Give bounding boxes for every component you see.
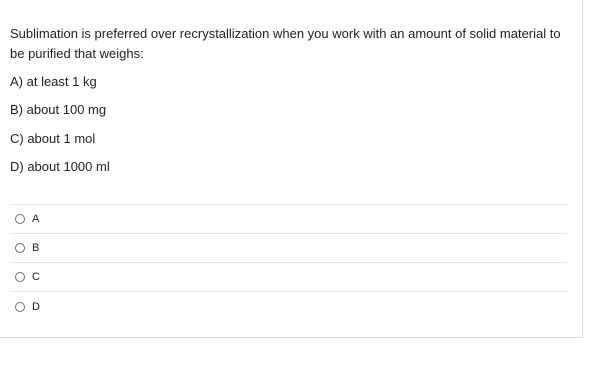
answer-option-b[interactable] — [10, 233, 567, 262]
answer-option-label: B — [32, 242, 40, 254]
question-prompt: Sublimation is preferred over recrystallization when you work with an amount of solid material to be purified that weighs: — [10, 26, 561, 61]
radio-button-icon[interactable] — [15, 243, 25, 253]
radio-button-icon[interactable] — [15, 302, 25, 312]
choice-text-a: A) at least 1 kg — [10, 74, 97, 89]
answer-option-label: C — [32, 271, 40, 283]
answer-option-label: A — [32, 213, 40, 225]
answer-options — [10, 204, 567, 321]
radio-button-icon[interactable] — [15, 272, 25, 282]
answer-option-d[interactable] — [10, 291, 567, 321]
choice-text-b: B) about 100 mg — [10, 102, 107, 117]
choice-text-c: C) about 1 mol — [10, 131, 96, 146]
answer-option-c[interactable] — [10, 262, 567, 291]
answer-option-label: D — [32, 300, 40, 313]
answer-option-a[interactable] — [10, 204, 567, 233]
choice-text-d: D) about 1000 ml — [10, 159, 110, 174]
radio-button-icon[interactable] — [15, 214, 25, 224]
